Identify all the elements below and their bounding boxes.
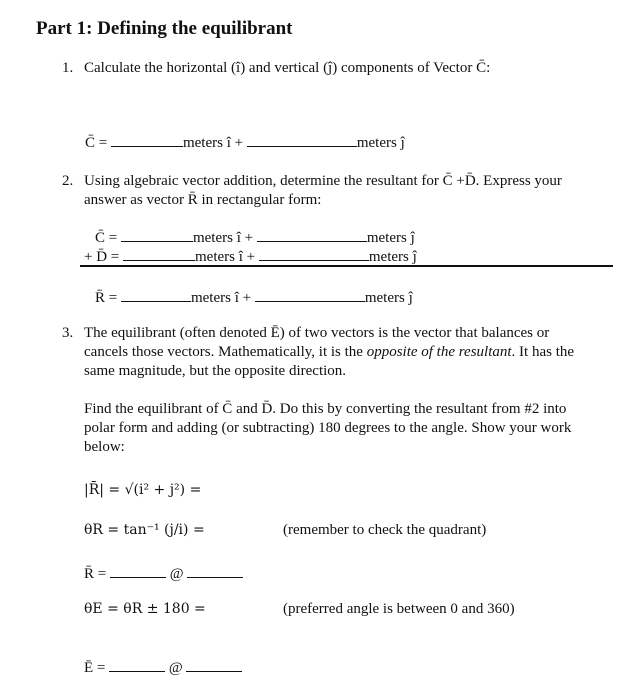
r-polar-label: R̄ = [84, 566, 107, 582]
r-angle-blank[interactable] [187, 564, 243, 578]
q2-r-line [95, 288, 413, 308]
c-label: C̄ = [85, 135, 108, 151]
section-title: Part 1: Defining the equilibrant [36, 18, 293, 39]
r-j-blank[interactable] [255, 288, 365, 302]
r-polar-line [84, 564, 243, 584]
meters-i-label: meters î + [195, 249, 256, 265]
q3-text-2a: cancels those vectors. Mathematically, it is the [84, 344, 367, 360]
d-j-blank[interactable] [259, 247, 369, 261]
meters-j-label: meters ĵ [356, 135, 405, 151]
meters-j-label: meters ĵ [364, 290, 413, 306]
magnitude-formula: |R̄| = √(i² + j²) = [84, 482, 202, 498]
theta-e-formula: θE = θR ± 180 = [84, 601, 206, 617]
q2-number: 2. [62, 173, 74, 189]
e-polar-line [84, 658, 242, 678]
q1-text: Calculate the horizontal (î) and vertical (ĵ) components of Vector C̄: [84, 60, 491, 76]
meters-i-label: meters î + [192, 230, 254, 246]
q2-text-2: answer as vector R̄ in rectangular form: [84, 192, 322, 208]
c-i-blank[interactable] [121, 228, 193, 242]
q3-text-2 [84, 343, 574, 362]
q2-c-line [95, 228, 415, 248]
sum-rule [80, 265, 613, 267]
c-i-blank[interactable] [111, 133, 183, 147]
c-label: C̄ = [95, 230, 118, 246]
q2-d-line [84, 247, 417, 267]
c-j-blank[interactable] [257, 228, 367, 242]
meters-j-label: meters ĵ [368, 249, 417, 265]
meters-j-label: meters ĵ [366, 230, 415, 246]
c-j-blank[interactable] [247, 133, 357, 147]
r-label: R̄ = [95, 290, 118, 306]
d-label: + D̄ = [84, 249, 120, 265]
q3-para2-1: Find the equilibrant of C̄ and D̄. Do this by converting the resultant from #2 into [84, 401, 567, 417]
e-magnitude-blank[interactable] [109, 658, 165, 672]
q1-number: 1. [62, 60, 74, 76]
q1-answer-line [85, 133, 405, 153]
q3-text-2b: . It has the [511, 344, 575, 360]
e-angle-blank[interactable] [186, 658, 242, 672]
meters-i-label: meters î + [182, 135, 244, 151]
q3-text-3: same magnitude, but the opposite direction. [84, 363, 347, 379]
q3-para2-3: below: [84, 439, 125, 455]
q2-text-1: Using algebraic vector addition, determine the resultant for C̄ +D̄. Express your [84, 173, 562, 189]
theta-r-note: (remember to check the quadrant) [283, 522, 487, 538]
theta-r-formula: θR = tan⁻¹ (j/i) = [84, 522, 205, 538]
emphasis: opposite of the resultant [366, 344, 512, 360]
q3-para2-2: polar form and adding (or subtracting) 180 degrees to the angle. Show your work [84, 420, 572, 436]
theta-e-note: (preferred angle is between 0 and 360) [283, 601, 515, 617]
at-sign: @ [168, 660, 183, 676]
e-polar-label: Ē = [84, 660, 106, 676]
r-magnitude-blank[interactable] [110, 564, 166, 578]
r-i-blank[interactable] [121, 288, 191, 302]
d-i-blank[interactable] [123, 247, 195, 261]
at-sign: @ [169, 566, 184, 582]
q3-text-1: The equilibrant (often denoted Ē) of two vectors is the vector that balances or [84, 325, 550, 341]
meters-i-label: meters î + [190, 290, 252, 306]
q3-number: 3. [62, 325, 74, 341]
